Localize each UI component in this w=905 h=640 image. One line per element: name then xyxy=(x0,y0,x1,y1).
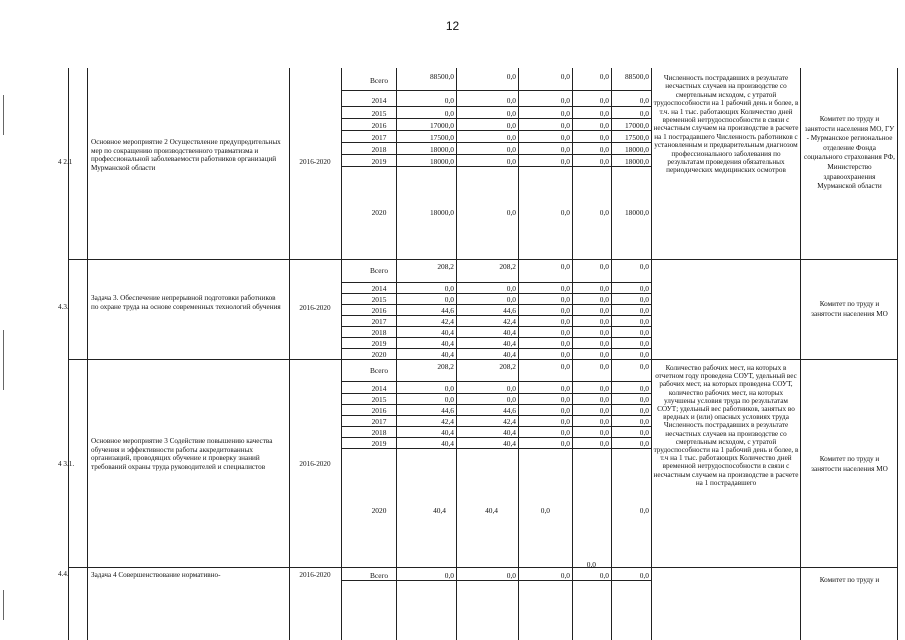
table-cell-value: 0,0 xyxy=(599,439,609,448)
grid-line xyxy=(341,404,651,405)
table-cell-value: 0,0 xyxy=(599,295,609,304)
page-number: 12 xyxy=(445,19,460,33)
table-cell-value: 0,0 xyxy=(560,395,570,404)
year-label: 2020 xyxy=(371,208,387,217)
margin-mark xyxy=(3,590,4,620)
row-indicator: Количество рабочих мест, на которых в отчетном году проведена СОУТ, удельный вес рабочих мест, на которых проведена СОУТ, количество рабочих мест, на которых улучшены условия труда по результатам СОУТ; удельный вес работников, занятых во вредных и (или) опасных условиях труда Численность пострадавших в результате несчастных случаев на производстве со смертельным исходом, с утратой трудоспособности на 1 рабочий день и более, в т.ч на 1 тыс. работающих Количество дней временной нетрудоспособности в связи с несчастным случаем на производстве в расчете на 1 пострадавшего xyxy=(653,364,799,487)
table-cell-value: 0,0 xyxy=(639,362,649,371)
year-label: 2016 xyxy=(371,406,387,415)
grid-line xyxy=(341,90,651,91)
grid-line xyxy=(68,567,897,568)
table-cell-value: 0,0 xyxy=(639,306,649,315)
table-cell-value: 0,0 xyxy=(444,395,454,404)
table-cell-value: 0,0 xyxy=(639,339,649,348)
table-cell-value: 0,0 xyxy=(560,96,570,105)
grid-line xyxy=(68,259,897,260)
table-cell-value: 40,4 xyxy=(441,350,454,359)
table-cell-value: 40,4 xyxy=(503,339,516,348)
grid-line xyxy=(341,337,651,338)
table-cell-value: 0,0 xyxy=(599,306,609,315)
year-label: 2020 xyxy=(371,506,387,515)
table-cell-value: 0,0 xyxy=(599,72,609,81)
table-cell-value: 0,0 xyxy=(560,157,570,166)
table-cell-value: 40,4 xyxy=(441,439,454,448)
grid-line xyxy=(897,68,898,640)
margin-mark xyxy=(3,330,4,390)
table-cell-value: 44,6 xyxy=(441,406,454,415)
grid-line xyxy=(341,118,651,119)
table-cell-value: 0,0 xyxy=(599,208,609,217)
grid-line xyxy=(341,166,651,167)
year-label: Всего xyxy=(369,266,389,275)
table-cell-value: 17500,0 xyxy=(624,133,649,142)
table-cell-value: 0,0 xyxy=(560,109,570,118)
table-cell-value: 18000,0 xyxy=(429,145,454,154)
table-cell-value: 0,0 xyxy=(444,384,454,393)
table-cell-value: 0,0 xyxy=(444,96,454,105)
year-label: 2019 xyxy=(371,439,387,448)
table-cell-value: 44,6 xyxy=(503,306,516,315)
table-cell-value: 0,0 xyxy=(560,284,570,293)
row-executor: Комитет по труду и занятости населения МО, ГУ - Мурманское региональное отделение Фонда социального страхования РФ, Министерство здравоохранения Мурманской области xyxy=(804,115,895,191)
year-label: Всего xyxy=(369,76,389,85)
table-cell-value: 0,0 xyxy=(560,571,570,580)
table-cell-value: 40,4 xyxy=(503,439,516,448)
table-cell-value: 0,0 xyxy=(599,284,609,293)
table-cell-value: 208,2 xyxy=(437,362,454,371)
table-cell-value: 17000,0 xyxy=(429,121,454,130)
row-period: 2016-2020 xyxy=(299,158,331,166)
table-cell-value: 208,2 xyxy=(499,262,516,271)
table-cell-value: 0,0 xyxy=(599,428,609,437)
year-label: 2019 xyxy=(371,157,387,166)
table-cell-value: 0,0 xyxy=(599,395,609,404)
table-cell-value: 0,0 xyxy=(444,295,454,304)
table-cell-value: 0,0 xyxy=(599,96,609,105)
table-cell-value: 0,0 xyxy=(444,109,454,118)
row-period: 2016-2020 xyxy=(299,571,331,579)
table-cell-value: 0,0 xyxy=(639,284,649,293)
table-cell-value: 0,0 xyxy=(599,328,609,337)
table-cell-value: 0,0 xyxy=(599,133,609,142)
table-cell-value: 0,0 xyxy=(599,571,609,580)
year-label: 2017 xyxy=(371,317,387,326)
table-cell-value: 0,0 xyxy=(506,295,516,304)
table-cell-value: 0,0 xyxy=(599,109,609,118)
grid-line xyxy=(341,415,651,416)
row-name: Задача 3. Обеспечение непрерывной подготовки работников по охране труда на основе современных технологий обучения xyxy=(91,294,281,311)
table-cell-value: 0,0 xyxy=(506,72,516,81)
table-cell-value: 0,0 xyxy=(560,350,570,359)
table-cell-value: 0,0 xyxy=(639,328,649,337)
table-cell-value: 0,0 xyxy=(560,72,570,81)
year-label: 2015 xyxy=(371,295,387,304)
table-cell-value: 0,0 xyxy=(560,133,570,142)
table-cell-value: 18000,0 xyxy=(429,208,454,217)
grid-line xyxy=(341,154,651,155)
year-label: 2015 xyxy=(371,109,387,118)
table-cell-value: 0,0 xyxy=(639,384,649,393)
grid-line xyxy=(341,393,651,394)
row-name: Основное мероприятие 2 Осуществление предупредительных мер по сокращению производственного травматизма и профессиональной заболеваемости работников организаций Мурманской области xyxy=(91,138,281,172)
year-label: 2014 xyxy=(371,96,387,105)
table-cell-value: 0,0 xyxy=(599,362,609,371)
table-cell-value: 40,4 xyxy=(441,339,454,348)
grid-line xyxy=(341,293,651,294)
table-cell-value: 0,0 xyxy=(639,295,649,304)
table-cell-value: 0,0 xyxy=(506,395,516,404)
table-cell-value: 0,0 xyxy=(560,384,570,393)
table-cell-value: 0,0 xyxy=(639,395,649,404)
grid-line xyxy=(341,142,651,143)
table-cell-value: 0,0 xyxy=(560,439,570,448)
table-cell-value: 0,0 xyxy=(560,295,570,304)
table-cell-value: 40,4 xyxy=(503,428,516,437)
row-code: 4.3. xyxy=(58,303,69,311)
table-cell-value: 17000,0 xyxy=(624,121,649,130)
table-cell-value: 0,0 xyxy=(599,339,609,348)
table-cell-value: 0,0 xyxy=(599,384,609,393)
row-code: 4 3.1. xyxy=(58,460,75,468)
table-cell-value: 42,4 xyxy=(441,317,454,326)
year-label: 2017 xyxy=(371,417,387,426)
margin-mark xyxy=(3,95,4,135)
table-cell-value: 0,0 xyxy=(506,208,516,217)
row-code: 4 2.1 xyxy=(58,158,73,166)
table-cell-value: 88500,0 xyxy=(624,72,649,81)
table-cell-value: 0,0 xyxy=(560,328,570,337)
table-cell-value: 0,0 xyxy=(506,121,516,130)
table-cell-value: 0,0 xyxy=(599,145,609,154)
table-cell-value: 0,0 xyxy=(639,317,649,326)
year-label: 2016 xyxy=(371,121,387,130)
table-cell-value: 0,0 xyxy=(639,417,649,426)
table-cell-value: 17500,0 xyxy=(429,133,454,142)
table-cell-value: 0,0 xyxy=(599,417,609,426)
year-label: 2018 xyxy=(371,145,387,154)
grid-line xyxy=(68,68,69,640)
grid-line xyxy=(341,448,651,449)
table-cell-value: 0,0 xyxy=(560,417,570,426)
row-executor: Комитет по труду и занятости населения МО xyxy=(811,455,888,473)
table-cell-value: 0,0 xyxy=(560,145,570,154)
table-cell-value: 0,0 xyxy=(560,208,570,217)
table-cell-value: 0,0 xyxy=(506,157,516,166)
year-label: 2018 xyxy=(371,328,387,337)
grid-line xyxy=(87,68,88,640)
table-cell-value: 0,0 xyxy=(560,428,570,437)
table-cell-value: 0,0 xyxy=(639,506,649,515)
table-cell-value: 0,0 xyxy=(639,262,649,271)
grid-line xyxy=(651,68,652,640)
table-cell-value: 0,0 xyxy=(639,350,649,359)
table-cell-value: 0,0 xyxy=(639,571,649,580)
table-cell-value: 0,0 xyxy=(506,571,516,580)
grid-line xyxy=(341,315,651,316)
table-cell-value: 0,0 xyxy=(506,284,516,293)
table-cell-value: 0,0 xyxy=(506,109,516,118)
table-cell-value: 0,0 xyxy=(560,406,570,415)
table-cell-value: 0,0 xyxy=(599,317,609,326)
table-cell-value: 0,0 xyxy=(506,133,516,142)
year-label: Всего xyxy=(369,571,389,580)
table-cell-value: 0,0 xyxy=(599,157,609,166)
table-cell-value: 40,4 xyxy=(441,428,454,437)
grid-line xyxy=(341,326,651,327)
grid-line xyxy=(341,381,651,382)
table-cell-value: 0,0 xyxy=(560,262,570,271)
grid-line xyxy=(289,68,290,640)
table-cell-value: 42,4 xyxy=(503,317,516,326)
table-cell-value: 208,2 xyxy=(499,362,516,371)
table-cell-value: 0,0 xyxy=(639,406,649,415)
table-cell-value: 0,0 xyxy=(444,571,454,580)
grid-line xyxy=(341,304,651,305)
table-cell-value: 40,4 xyxy=(441,328,454,337)
table-cell-value: 0,0 xyxy=(639,439,649,448)
row-indicator: Численность пострадавших в результате несчастных случаев на производстве со смертельным исходом, с утратой трудоспособности на 1 рабочий день и более, в т.ч. на 1 тыс. работающих Количество дней временной нетрудоспособности в связи с несчастным случаем на производстве в расчете на 1 пострадавшего Численность работников с установленным и предварительным диагнозом профессионального заболевания по результатам проведения обязательных периодических медицинских осмотров xyxy=(653,74,799,175)
table-cell-value: 208,2 xyxy=(437,262,454,271)
grid-line xyxy=(341,580,651,581)
row-name: Задача 4 Совершенствование нормативно- xyxy=(91,571,221,579)
year-label: 2018 xyxy=(371,428,387,437)
row-name: Основное мероприятие 3 Содействие повышению качества обучения и эффективности работы аккредитованных организаций, проводящих обучение и проверку знаний требований охраны труда руководителей и специалистов xyxy=(91,437,273,471)
year-label: 2015 xyxy=(371,395,387,404)
table-cell-value: 88500,0 xyxy=(429,72,454,81)
table-cell-value: 18000,0 xyxy=(624,208,649,217)
table-cell-value: 0,0 xyxy=(506,145,516,154)
row-period: 2016-2020 xyxy=(299,460,331,468)
table-cell-value: 44,6 xyxy=(503,406,516,415)
grid-line xyxy=(341,348,651,349)
table-cell-value: 0,0 xyxy=(639,109,649,118)
year-label: 2017 xyxy=(371,133,387,142)
table-cell-value: 0,0 xyxy=(599,350,609,359)
table-cell-value: 0,0 xyxy=(560,317,570,326)
table-cell-value: 44,6 xyxy=(441,306,454,315)
row-period: 2016-2020 xyxy=(299,304,331,312)
table-cell-value: 40,4 xyxy=(503,328,516,337)
table-cell-value: 0,0 xyxy=(639,96,649,105)
year-label: 2016 xyxy=(371,306,387,315)
table-cell-value: 0,0 xyxy=(506,96,516,105)
table-cell-value: 40,4 xyxy=(503,350,516,359)
table-cell-value: 0,0 xyxy=(560,339,570,348)
table-cell-value: 0,0 xyxy=(560,362,570,371)
table-cell-value: 0,0 xyxy=(540,506,550,515)
year-label: 2020 xyxy=(371,350,387,359)
table-cell-value: 18000,0 xyxy=(429,157,454,166)
year-label: Всего xyxy=(369,366,389,375)
table-cell-value: 42,4 xyxy=(503,417,516,426)
row-code: 4.4. xyxy=(58,570,69,578)
row-executor: Комитет по труду и занятости населения МО xyxy=(811,300,888,318)
grid-line xyxy=(341,426,651,427)
grid-line xyxy=(341,282,651,283)
table-cell-value: 0,0 xyxy=(506,384,516,393)
grid-line xyxy=(341,130,651,131)
year-label: 2014 xyxy=(371,284,387,293)
table-cell-value: 18000,0 xyxy=(624,157,649,166)
table-cell-value: 0,0 xyxy=(444,284,454,293)
grid-line xyxy=(68,359,897,360)
grid-line xyxy=(341,106,651,107)
table-cell-value: 0,0 xyxy=(639,428,649,437)
table-cell-value: 40,4 xyxy=(433,506,446,515)
year-label: 2014 xyxy=(371,384,387,393)
table-cell-value: 0,0 xyxy=(599,262,609,271)
table-cell-value: 18000,0 xyxy=(624,145,649,154)
stray-value: 0,0 xyxy=(586,560,596,569)
grid-line xyxy=(341,437,651,438)
grid-line xyxy=(800,68,801,640)
table-cell-value: 0,0 xyxy=(560,121,570,130)
year-label: 2019 xyxy=(371,339,387,348)
table-cell-value: 40,4 xyxy=(485,506,498,515)
table-cell-value: 0,0 xyxy=(560,306,570,315)
row-executor: Комитет по труду и xyxy=(819,576,880,584)
table-cell-value: 42,4 xyxy=(441,417,454,426)
table-cell-value: 0,0 xyxy=(599,406,609,415)
table-cell-value: 0,0 xyxy=(599,121,609,130)
